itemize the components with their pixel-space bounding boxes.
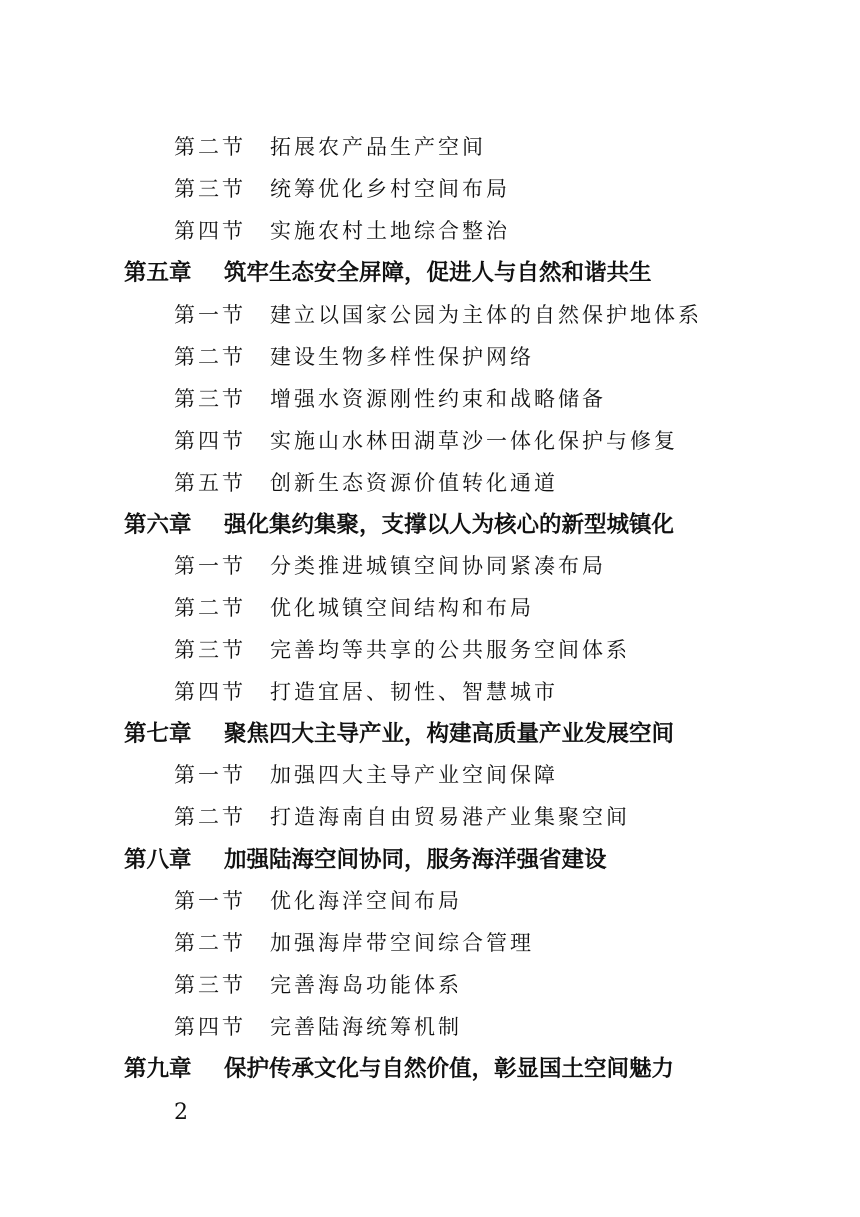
section-label: 第四节 — [174, 1015, 246, 1039]
toc-section — [174, 221, 510, 242]
section-title: 加强海岸带空间综合管理 — [270, 931, 534, 955]
toc-section — [174, 933, 534, 954]
toc-section — [174, 765, 558, 786]
section-title: 优化城镇空间结构和布局 — [270, 596, 534, 620]
toc-section — [174, 347, 534, 368]
toc-chapter — [124, 262, 652, 285]
section-label: 第三节 — [174, 973, 246, 997]
toc-section — [174, 640, 630, 661]
toc-section — [174, 556, 606, 577]
toc-chapter — [124, 849, 607, 872]
chapter-title: 加强陆海空间协同，服务海洋强省建设 — [224, 847, 607, 873]
section-title: 完善海岛功能体系 — [270, 973, 462, 997]
section-label: 第四节 — [174, 219, 246, 243]
chapter-label: 第五章 — [124, 260, 192, 286]
section-label: 第一节 — [174, 763, 246, 787]
toc-chapter — [124, 723, 674, 746]
toc-section — [174, 598, 534, 619]
toc-section — [174, 891, 462, 912]
toc-chapter — [124, 1058, 674, 1081]
section-title: 完善均等共享的公共服务空间体系 — [270, 638, 630, 662]
section-label: 第二节 — [174, 345, 246, 369]
chapter-title: 筑牢生态安全屏障，促进人与自然和谐共生 — [224, 260, 652, 286]
section-label: 第一节 — [174, 889, 246, 913]
section-title: 建立以国家公园为主体的自然保护地体系 — [270, 303, 702, 327]
section-title: 实施农村土地综合整治 — [270, 219, 510, 243]
section-title: 增强水资源刚性约束和战略储备 — [270, 387, 606, 411]
chapter-label: 第七章 — [124, 721, 192, 747]
section-title: 分类推进城镇空间协同紧凑布局 — [270, 554, 606, 578]
toc-section — [174, 1017, 462, 1038]
section-title: 创新生态资源价值转化通道 — [270, 471, 558, 495]
toc-section — [174, 807, 630, 828]
section-label: 第二节 — [174, 931, 246, 955]
toc-chapter — [124, 514, 674, 537]
section-label: 第五节 — [174, 471, 246, 495]
toc-section — [174, 179, 510, 200]
toc-section — [174, 975, 462, 996]
toc-section — [174, 137, 486, 158]
section-label: 第二节 — [174, 805, 246, 829]
section-label: 第一节 — [174, 554, 246, 578]
toc-section — [174, 431, 678, 452]
chapter-title: 聚焦四大主导产业，构建高质量产业发展空间 — [224, 721, 675, 747]
section-label: 第一节 — [174, 303, 246, 327]
section-title: 统筹优化乡村空间布局 — [270, 177, 510, 201]
chapter-title: 保护传承文化与自然价值，彰显国土空间魅力 — [224, 1056, 675, 1082]
section-title: 拓展农产品生产空间 — [270, 135, 486, 159]
section-title: 实施山水林田湖草沙一体化保护与修复 — [270, 429, 678, 453]
chapter-label: 第八章 — [124, 847, 192, 873]
chapter-label: 第六章 — [124, 512, 192, 538]
section-label: 第三节 — [174, 638, 246, 662]
section-title: 加强四大主导产业空间保障 — [270, 763, 558, 787]
section-label: 第三节 — [174, 387, 246, 411]
chapter-label: 第九章 — [124, 1056, 192, 1082]
section-title: 打造宜居、韧性、智慧城市 — [270, 680, 558, 704]
section-label: 第三节 — [174, 177, 246, 201]
section-label: 第二节 — [174, 135, 246, 159]
section-title: 打造海南自由贸易港产业集聚空间 — [270, 805, 630, 829]
toc-section — [174, 682, 558, 703]
section-label: 第四节 — [174, 680, 246, 704]
section-label: 第二节 — [174, 596, 246, 620]
chapter-title: 强化集约集聚，支撑以人为核心的新型城镇化 — [224, 512, 675, 538]
section-title: 完善陆海统筹机制 — [270, 1015, 462, 1039]
toc-section — [174, 389, 606, 410]
section-label: 第四节 — [174, 429, 246, 453]
toc-section — [174, 473, 558, 494]
page-number: 2 — [174, 1100, 188, 1125]
section-title: 优化海洋空间布局 — [270, 889, 462, 913]
toc-section — [174, 305, 702, 326]
section-title: 建设生物多样性保护网络 — [270, 345, 534, 369]
